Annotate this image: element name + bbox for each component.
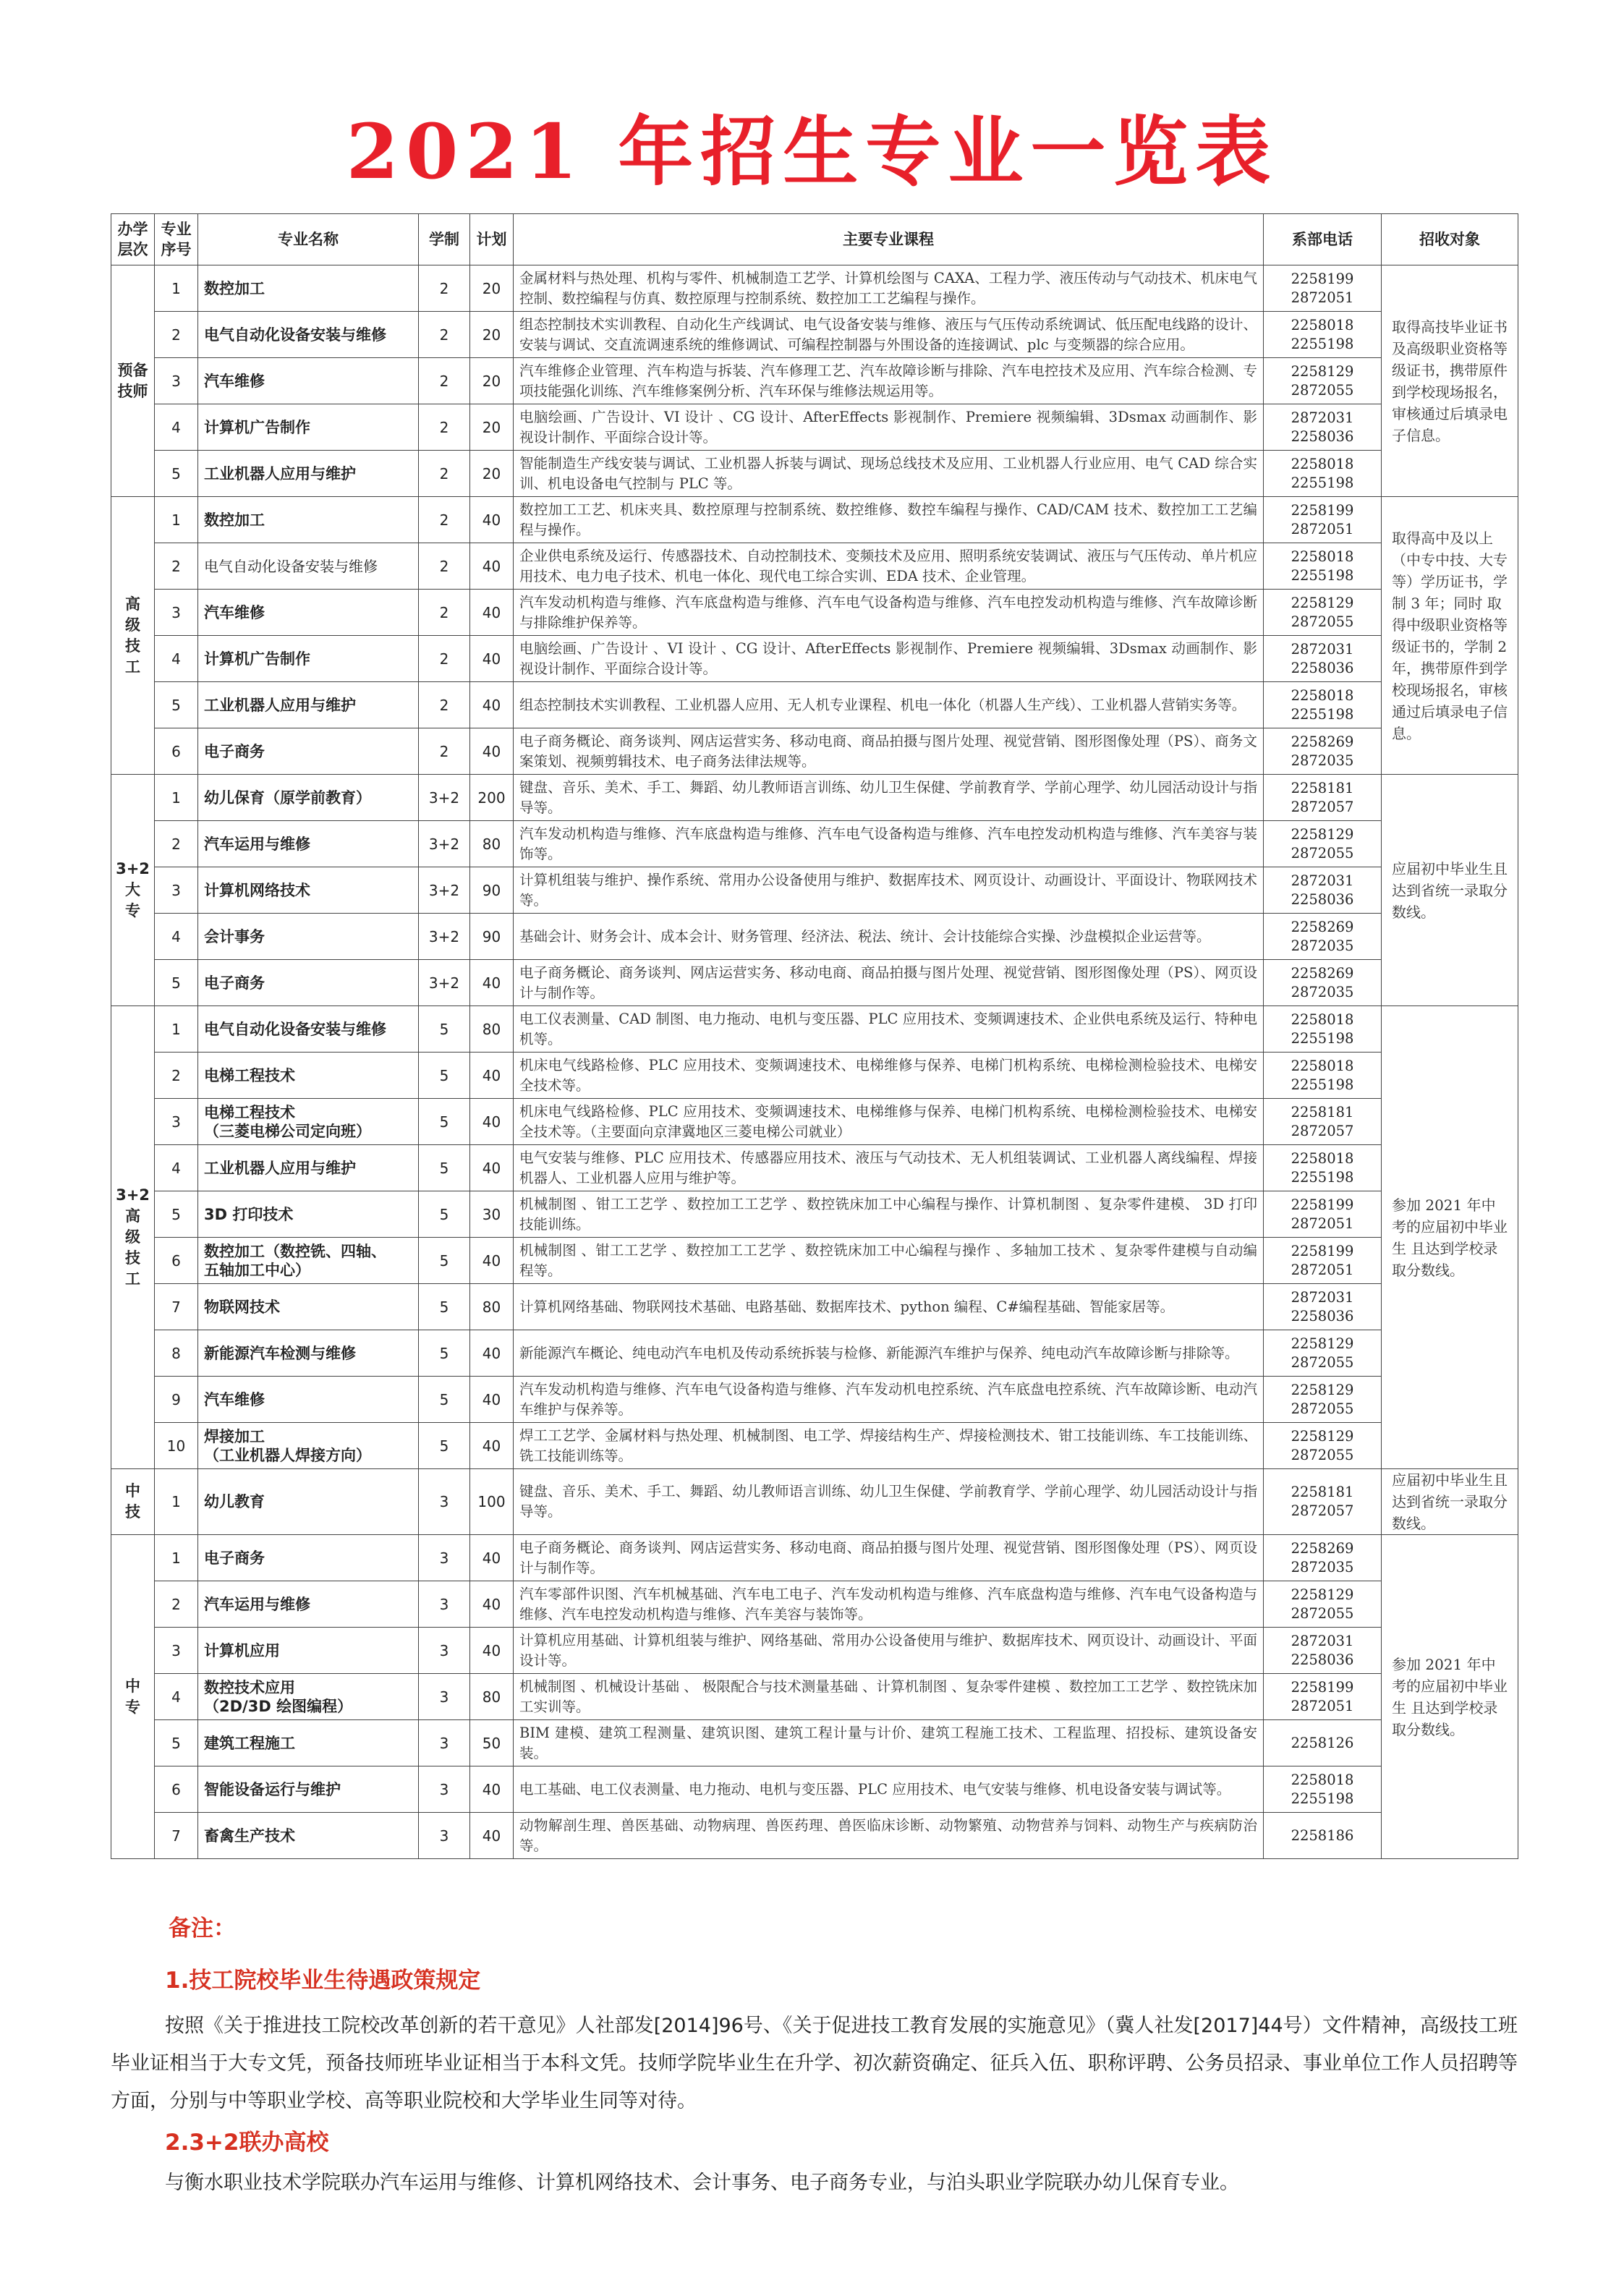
major-number: 3 (155, 867, 198, 914)
department-phone: 2258199 2872051 (1264, 1238, 1382, 1284)
department-phone: 2258129 2872055 (1264, 358, 1382, 404)
major-number: 8 (155, 1330, 198, 1377)
major-name: 会计事务 (198, 914, 419, 960)
major-name: 新能源汽车检测与维修 (198, 1330, 419, 1377)
main-courses: BIM 建模、建筑工程测量、建筑识图、建筑工程计量与计价、建筑工程施工技术、工程监理、招投标、建筑设备安装。 (514, 1720, 1264, 1766)
enrollment-plan: 80 (470, 1284, 514, 1330)
study-years: 3+2 (419, 914, 470, 960)
main-courses: 电子商务概论、商务谈判、网店运营实务、移动电商、商品拍摄与图片处理、视觉营销、图形图像处理（PS）、网页设计与制作等。 (514, 1535, 1264, 1581)
enrollment-plan: 30 (470, 1191, 514, 1238)
enrollment-plan: 40 (470, 682, 514, 728)
table-row (111, 590, 1518, 636)
major-number: 1 (155, 1006, 198, 1053)
department-phone: 2258199 2872051 (1264, 265, 1382, 312)
department-phone: 2872031 2258036 (1264, 404, 1382, 451)
department-phone: 2258129 2872055 (1264, 1423, 1382, 1469)
enrollment-plan: 40 (470, 1628, 514, 1674)
department-phone: 2258199 2872051 (1264, 1674, 1382, 1720)
table-row (111, 1145, 1518, 1191)
target-students: 应届初中毕业生且达到省统一录取分数线。 (1382, 1469, 1518, 1535)
department-phone: 2872031 2258036 (1264, 867, 1382, 914)
major-name: 计算机应用 (198, 1628, 419, 1674)
study-years: 2 (419, 543, 470, 590)
major-name: 计算机广告制作 (198, 404, 419, 451)
main-courses: 机械制图 、钳工工艺学 、数控加工工艺学 、数控铣床加工中心编程与操作 、多轴加工技术 、复杂零件建模与自动编程等。 (514, 1238, 1264, 1284)
major-name: 畜禽生产技术 (198, 1813, 419, 1859)
study-years: 2 (419, 312, 470, 358)
table-header-row (111, 214, 1518, 265)
major-name: 数控加工（数控铣、四轴、 五轴加工中心） (198, 1238, 419, 1284)
department-phone: 2258129 2872055 (1264, 821, 1382, 867)
department-phone: 2258181 2872057 (1264, 1099, 1382, 1145)
study-years: 5 (419, 1238, 470, 1284)
major-number: 3 (155, 358, 198, 404)
enrollment-plan: 50 (470, 1720, 514, 1766)
table-row (111, 636, 1518, 682)
department-phone: 2258181 2872057 (1264, 775, 1382, 821)
main-courses: 机械制图 、机械设计基础 、 极限配合与技术测量基础 、计算机制图 、复杂零件建模 、数控加工工艺学 、数控铣床加工实训等。 (514, 1674, 1264, 1720)
note-1-text: 按照《关于推进技工院校改革创新的若干意见》人社部发[2014]96号、《关于促进技工教育发展的实施意见》（冀人社发[2017]44号）文件精神，高级技工班毕业证相当于大专文凭，预备技师班毕业证相当于本科文凭。技师学院毕业生在升学、初次薪资确定、征兵入伍、职称评聘、公务员招录、事业单位工作人员招聘等方面，分别与中等职业学校、高等职业院校和大学毕业生同等对待。 (111, 2015, 1518, 2112)
main-courses: 汽车零部件识图、汽车机械基础、汽车电工电子、汽车发动机构造与维修、汽车底盘构造与维修、汽车电气设备构造与维修、汽车电控发动机构造与维修、汽车美容与装饰等。 (514, 1581, 1264, 1628)
major-name: 工业机器人应用与维护 (198, 682, 419, 728)
department-phone: 2258126 (1264, 1720, 1382, 1766)
enrollment-plan: 40 (470, 1377, 514, 1423)
major-number: 3 (155, 1628, 198, 1674)
main-courses: 组态控制技术实训教程、工业机器人应用、无人机专业课程、机电一体化（机器人生产线）、工业机器人营销实务等。 (514, 682, 1264, 728)
table-row (111, 1238, 1518, 1284)
enrollment-plan: 40 (470, 1099, 514, 1145)
major-number: 6 (155, 1766, 198, 1813)
main-courses: 电工基础、电工仪表测量、电力拖动、电机与变压器、PLC 应用技术、电气安装与维修、机电设备安装与调试等。 (514, 1766, 1264, 1813)
main-courses: 汽车维修企业管理、汽车构造与拆装、汽车修理工艺、汽车故障诊断与排除、汽车电控技术及应用、汽车综合检测、专项技能强化训练、汽车维修案例分析、汽车环保与维修法规运用等。 (514, 358, 1264, 404)
major-number: 1 (155, 265, 198, 312)
main-courses: 电工仪表测量、CAD 制图、电力拖动、电机与变压器、PLC 应用技术、变频调速技术、企业供电系统及运行、特种电机等。 (514, 1006, 1264, 1053)
main-courses: 计算机组装与维护、操作系统、常用办公设备使用与维护、数据库技术、网页设计、动画设计、平面设计、物联网技术等。 (514, 867, 1264, 914)
major-name: 汽车运用与维修 (198, 1581, 419, 1628)
main-courses: 机械制图 、钳工工艺学 、数控加工工艺学 、数控铣床加工中心编程与操作、计算机制图 、复杂零件建模、 3D 打印技能训练。 (514, 1191, 1264, 1238)
main-courses: 金属材料与热处理、机构与零件、机械制造工艺学、计算机绘图与 CAXA、工程力学、液压传动与气动技术、机床电气控制、数控编程与仿真、数控原理与控制系统、数控加工工艺编程与操作。 (514, 265, 1264, 312)
main-courses: 键盘、音乐、美术、手工、舞蹈、幼儿教师语言训练、幼儿卫生保健、学前教育学、学前心理学、幼儿园活动设计与指导等。 (514, 775, 1264, 821)
department-phone: 2258269 2872035 (1264, 914, 1382, 960)
major-number: 1 (155, 1535, 198, 1581)
table-row (111, 821, 1518, 867)
header-courses: 主要专业课程 (514, 214, 1264, 265)
major-number: 3 (155, 1099, 198, 1145)
enrollment-plan: 40 (470, 1330, 514, 1377)
table-row (111, 451, 1518, 497)
enrollment-plan: 80 (470, 821, 514, 867)
table-row (111, 1006, 1518, 1053)
major-number: 4 (155, 404, 198, 451)
enrollment-plan: 40 (470, 636, 514, 682)
study-years: 3 (419, 1469, 470, 1535)
study-years: 2 (419, 497, 470, 543)
table-row (111, 728, 1518, 775)
department-phone: 2258018 2255198 (1264, 451, 1382, 497)
table-row (111, 1377, 1518, 1423)
table-row (111, 960, 1518, 1006)
major-name: 智能设备运行与维护 (198, 1766, 419, 1813)
study-years: 2 (419, 728, 470, 775)
major-number: 1 (155, 497, 198, 543)
department-phone: 2258199 2872051 (1264, 1191, 1382, 1238)
major-name: 汽车维修 (198, 590, 419, 636)
major-number: 7 (155, 1813, 198, 1859)
study-years: 3 (419, 1720, 470, 1766)
major-number: 2 (155, 1581, 198, 1628)
enrollment-plan: 40 (470, 497, 514, 543)
study-years: 5 (419, 1053, 470, 1099)
department-phone: 2258129 2872055 (1264, 1330, 1382, 1377)
department-phone: 2258181 2872057 (1264, 1469, 1382, 1535)
enrollment-table (111, 213, 1518, 1859)
table-row (111, 1099, 1518, 1145)
notes-heading: 备注： (169, 1916, 236, 1942)
main-courses: 汽车发动机构造与维修、汽车底盘构造与维修、汽车电气设备构造与维修、汽车电控发动机构造与维修、汽车美容与装饰等。 (514, 821, 1264, 867)
study-years: 2 (419, 451, 470, 497)
enrollment-plan: 40 (470, 1145, 514, 1191)
table-row (111, 1674, 1518, 1720)
table-row (111, 1535, 1518, 1581)
level-cell: 中 专 (111, 1535, 155, 1859)
department-phone: 2258018 2255198 (1264, 312, 1382, 358)
header-years: 学制 (419, 214, 470, 265)
table-row (111, 1628, 1518, 1674)
main-courses: 基础会计、财务会计、成本会计、财务管理、经济法、税法、统计、会计技能综合实操、沙盘模拟企业运营等。 (514, 914, 1264, 960)
note-1-title: 1.技工院校毕业生待遇政策规定 (165, 1968, 481, 1994)
enrollment-plan: 40 (470, 1423, 514, 1469)
enrollment-plan: 40 (470, 1535, 514, 1581)
department-phone: 2872031 2258036 (1264, 1628, 1382, 1674)
major-number: 4 (155, 1674, 198, 1720)
enrollment-plan: 40 (470, 590, 514, 636)
table-row (111, 265, 1518, 312)
enrollment-plan: 80 (470, 1674, 514, 1720)
major-name: 电梯工程技术 (198, 1053, 419, 1099)
enrollment-plan: 80 (470, 1006, 514, 1053)
header-phone: 系部电话 (1264, 214, 1382, 265)
study-years: 5 (419, 1423, 470, 1469)
study-years: 3 (419, 1813, 470, 1859)
level-cell: 高 级 技 工 (111, 497, 155, 775)
major-name: 3D 打印技术 (198, 1191, 419, 1238)
major-name: 电气自动化设备安装与维修 (198, 312, 419, 358)
major-name: 电子商务 (198, 1535, 419, 1581)
major-number: 1 (155, 775, 198, 821)
major-name: 计算机广告制作 (198, 636, 419, 682)
major-name: 汽车维修 (198, 358, 419, 404)
table-row (111, 1053, 1518, 1099)
table-row (111, 543, 1518, 590)
major-number: 7 (155, 1284, 198, 1330)
main-courses: 焊工工艺学、金属材料与热处理、机械制图、电工学、焊接结构生产、焊接检测技术、钳工技能训练、车工技能训练、铣工技能训练等。 (514, 1423, 1264, 1469)
table-row (111, 914, 1518, 960)
level-cell: 3+2 高 级 技 工 (111, 1006, 155, 1469)
major-number: 5 (155, 1720, 198, 1766)
major-name: 汽车维修 (198, 1377, 419, 1423)
main-courses: 智能制造生产线安装与调试、工业机器人拆装与调试、现场总线技术及应用、工业机器人行业应用、电气 CAD 综合实训、机电设备电气控制与 PLC 等。 (514, 451, 1264, 497)
enrollment-plan: 40 (470, 1238, 514, 1284)
major-number: 5 (155, 451, 198, 497)
major-name: 焊接加工 （工业机器人焊接方向） (198, 1423, 419, 1469)
major-name: 建筑工程施工 (198, 1720, 419, 1766)
department-phone: 2258129 2872055 (1264, 590, 1382, 636)
major-number: 6 (155, 728, 198, 775)
header-major-name: 专业名称 (198, 214, 419, 265)
study-years: 2 (419, 404, 470, 451)
enrollment-plan: 20 (470, 312, 514, 358)
study-years: 5 (419, 1330, 470, 1377)
enrollment-plan: 40 (470, 1053, 514, 1099)
major-number: 5 (155, 960, 198, 1006)
main-courses: 计算机网络基础、物联网技术基础、电路基础、数据库技术、python 编程、C#编程基础、智能家居等。 (514, 1284, 1264, 1330)
major-name: 电气自动化设备安装与维修 (198, 1006, 419, 1053)
department-phone: 2872031 2258036 (1264, 1284, 1382, 1330)
study-years: 2 (419, 636, 470, 682)
major-number: 2 (155, 1053, 198, 1099)
major-name: 数控技术应用 （2D/3D 绘图编程） (198, 1674, 419, 1720)
study-years: 3+2 (419, 960, 470, 1006)
study-years: 5 (419, 1145, 470, 1191)
study-years: 2 (419, 682, 470, 728)
enrollment-plan: 90 (470, 914, 514, 960)
main-courses: 键盘、音乐、美术、手工、舞蹈、幼儿教师语言训练、幼儿卫生保健、学前教育学、学前心理学、幼儿园活动设计与指导等。 (514, 1469, 1264, 1535)
department-phone: 2258018 2255198 (1264, 1006, 1382, 1053)
main-courses: 电气安装与维修、PLC 应用技术、传感器应用技术、液压与气动技术、无人机组装调试、工业机器人离线编程、焊接机器人、工业机器人应用与维护等。 (514, 1145, 1264, 1191)
major-name: 物联网技术 (198, 1284, 419, 1330)
study-years: 2 (419, 265, 470, 312)
department-phone: 2258129 2872055 (1264, 1581, 1382, 1628)
table-row (111, 404, 1518, 451)
department-phone: 2258018 2255198 (1264, 1053, 1382, 1099)
target-students: 参加 2021 年中考的应届初中毕业生 且达到学校录取分数线。 (1382, 1006, 1518, 1469)
main-courses: 电脑绘画、广告设计 、VI 设计 、CG 设计、AfterEffects 影视制作、Premiere 视频编辑、3Dsmax 动画制作、影视设计制作、平面综合设计等。 (514, 636, 1264, 682)
table-row (111, 867, 1518, 914)
enrollment-plan: 40 (470, 543, 514, 590)
note-2-text: 与衡水职业技术学院联办汽车运用与维修、计算机网络技术、会计事务、电子商务专业，与泊头职业学院联办幼儿保育专业。 (165, 2172, 1239, 2194)
major-number: 10 (155, 1423, 198, 1469)
table-row (111, 312, 1518, 358)
department-phone: 2258269 2872035 (1264, 1535, 1382, 1581)
major-number: 2 (155, 543, 198, 590)
enrollment-plan: 40 (470, 1813, 514, 1859)
enrollment-plan: 100 (470, 1469, 514, 1535)
enrollment-plan: 20 (470, 404, 514, 451)
study-years: 5 (419, 1006, 470, 1053)
header-plan: 计划 (470, 214, 514, 265)
study-years: 5 (419, 1099, 470, 1145)
major-number: 4 (155, 1145, 198, 1191)
page-title: 2021 年招生专业一览表 (346, 107, 1278, 196)
main-courses: 电子商务概论、商务谈判、网店运营实务、移动电商、商品拍摄与图片处理、视觉营销、图形图像处理（PS）、商务文案策划、视频剪辑技术、电子商务法律法规等。 (514, 728, 1264, 775)
major-name: 电子商务 (198, 728, 419, 775)
study-years: 3+2 (419, 867, 470, 914)
major-number: 2 (155, 312, 198, 358)
study-years: 5 (419, 1377, 470, 1423)
major-name: 电梯工程技术 （三菱电梯公司定向班） (198, 1099, 419, 1145)
table-row (111, 1766, 1518, 1813)
header-level: 办学 层次 (111, 214, 155, 265)
study-years: 3 (419, 1628, 470, 1674)
study-years: 3 (419, 1535, 470, 1581)
main-courses: 企业供电系统及运行、传感器技术、自动控制技术、变频技术及应用、照明系统安装调试、液压与气压传动、单片机应用技术、电力电子技术、机电一体化、现代电工综合实训、EDA 技术、企业管理。 (514, 543, 1264, 590)
main-courses: 汽车发动机构造与维修、汽车底盘构造与维修、汽车电气设备构造与维修、汽车电控发动机构造与维修、汽车故障诊断与排除维护保养等。 (514, 590, 1264, 636)
enrollment-table-container (111, 213, 1518, 1859)
level-cell: 预备 技师 (111, 265, 155, 497)
major-number: 5 (155, 682, 198, 728)
table-row (111, 1813, 1518, 1859)
department-phone: 2258129 2872055 (1264, 1377, 1382, 1423)
target-students: 参加 2021 年中考的应届初中毕业生 且达到学校录取分数线。 (1382, 1535, 1518, 1859)
study-years: 3+2 (419, 821, 470, 867)
main-courses: 组态控制技术实训教程、自动化生产线调试、电气设备安装与维修、液压与气压传动系统调试、低压配电线路的设计、安装与调试、交直流调速系统的维修调试、可编程控制器与外围设备的连接调试、plc 与变频器的综合应用。 (514, 312, 1264, 358)
major-name: 汽车运用与维修 (198, 821, 419, 867)
major-name: 电气自动化设备安装与维修 (198, 543, 419, 590)
table-row (111, 1330, 1518, 1377)
main-courses: 电子商务概论、商务谈判、网店运营实务、移动电商、商品拍摄与图片处理、视觉营销、图形图像处理（PS）、网页设计与制作等。 (514, 960, 1264, 1006)
main-courses: 动物解剖生理、兽医基础、动物病理、兽医药理、兽医临床诊断、动物繁殖、动物营养与饲料、动物生产与疾病防治等。 (514, 1813, 1264, 1859)
major-name: 幼儿保育（原学前教育） (198, 775, 419, 821)
major-number: 4 (155, 636, 198, 682)
table-row (111, 1469, 1518, 1535)
study-years: 5 (419, 1191, 470, 1238)
study-years: 3+2 (419, 775, 470, 821)
main-courses: 电脑绘画、广告设计、VI 设计 、CG 设计、AfterEffects 影视制作、Premiere 视频编辑、3Dsmax 动画制作、影视设计制作、平面综合设计等。 (514, 404, 1264, 451)
major-name: 电子商务 (198, 960, 419, 1006)
enrollment-plan: 20 (470, 358, 514, 404)
header-number: 专业 序号 (155, 214, 198, 265)
major-name: 数控加工 (198, 497, 419, 543)
enrollment-plan: 40 (470, 960, 514, 1006)
table-body (111, 265, 1518, 1859)
table-row (111, 1191, 1518, 1238)
major-name: 工业机器人应用与维护 (198, 451, 419, 497)
enrollment-plan: 40 (470, 728, 514, 775)
main-courses: 机床电气线路检修、PLC 应用技术、变频调速技术、电梯维修与保养、电梯门机构系统、电梯检测检验技术、电梯安全技术等。 (514, 1053, 1264, 1099)
study-years: 3 (419, 1766, 470, 1813)
major-number: 4 (155, 914, 198, 960)
target-students: 取得高技毕业证书及高级职业资格等级证书，携带原件到学校现场报名，审核通过后填录电子信息。 (1382, 265, 1518, 497)
study-years: 2 (419, 358, 470, 404)
table-row (111, 1720, 1518, 1766)
table-row (111, 1423, 1518, 1469)
main-courses: 新能源汽车概论、纯电动汽车电机及传动系统拆装与检修、新能源汽车维护与保养、纯电动汽车故障诊断与排除等。 (514, 1330, 1264, 1377)
main-courses: 计算机应用基础、计算机组装与维护、网络基础、常用办公设备使用与维护、数据库技术、网页设计、动画设计、平面设计等。 (514, 1628, 1264, 1674)
note-2-title: 2.3+2联办高校 (165, 2130, 329, 2156)
level-cell: 3+2 大 专 (111, 775, 155, 1006)
department-phone: 2258269 2872035 (1264, 960, 1382, 1006)
major-number: 6 (155, 1238, 198, 1284)
table-row (111, 682, 1518, 728)
department-phone: 2872031 2258036 (1264, 636, 1382, 682)
major-name: 数控加工 (198, 265, 419, 312)
main-courses: 机床电气线路检修、PLC 应用技术、变频调速技术、电梯维修与保养、电梯门机构系统、电梯检测检验技术、电梯安全技术等。（主要面向京津冀地区三菱电梯公司就业） (514, 1099, 1264, 1145)
enrollment-plan: 20 (470, 451, 514, 497)
study-years: 5 (419, 1284, 470, 1330)
major-number: 1 (155, 1469, 198, 1535)
study-years: 3 (419, 1581, 470, 1628)
department-phone: 2258186 (1264, 1813, 1382, 1859)
header-target: 招收对象 (1382, 214, 1518, 265)
department-phone: 2258018 2255198 (1264, 1766, 1382, 1813)
enrollment-plan: 20 (470, 265, 514, 312)
major-number: 9 (155, 1377, 198, 1423)
main-courses: 数控加工工艺、机床夹具、数控原理与控制系统、数控维修、数控车编程与操作、CAD/CAM 技术、数控加工工艺编程与操作。 (514, 497, 1264, 543)
major-name: 计算机网络技术 (198, 867, 419, 914)
table-row (111, 775, 1518, 821)
major-number: 5 (155, 1191, 198, 1238)
department-phone: 2258269 2872035 (1264, 728, 1382, 775)
table-row (111, 1284, 1518, 1330)
department-phone: 2258199 2872051 (1264, 497, 1382, 543)
major-name: 工业机器人应用与维护 (198, 1145, 419, 1191)
major-number: 2 (155, 821, 198, 867)
main-courses: 汽车发动机构造与维修、汽车电气设备构造与维修、汽车发动机电控系统、汽车底盘电控系统、汽车故障诊断、电动汽车维护与保养等。 (514, 1377, 1264, 1423)
table-row (111, 1581, 1518, 1628)
study-years: 3 (419, 1674, 470, 1720)
study-years: 2 (419, 590, 470, 636)
enrollment-plan: 40 (470, 1766, 514, 1813)
enrollment-plan: 90 (470, 867, 514, 914)
table-row (111, 497, 1518, 543)
major-name: 幼儿教育 (198, 1469, 419, 1535)
target-students: 应届初中毕业生且达到省统一录取分数线。 (1382, 775, 1518, 1006)
target-students: 取得高中及以上（中专中技、大专等）学历证书，学制 3 年；同时 取得中级职业资格等级证书的，学制 2 年，携带原件到学校现场报名，审核通过后填录电子信息。 (1382, 497, 1518, 775)
table-row (111, 358, 1518, 404)
major-number: 3 (155, 590, 198, 636)
level-cell: 中 技 (111, 1469, 155, 1535)
enrollment-plan: 40 (470, 1581, 514, 1628)
department-phone: 2258018 2255198 (1264, 543, 1382, 590)
department-phone: 2258018 2255198 (1264, 682, 1382, 728)
department-phone: 2258018 2255198 (1264, 1145, 1382, 1191)
enrollment-plan: 200 (470, 775, 514, 821)
